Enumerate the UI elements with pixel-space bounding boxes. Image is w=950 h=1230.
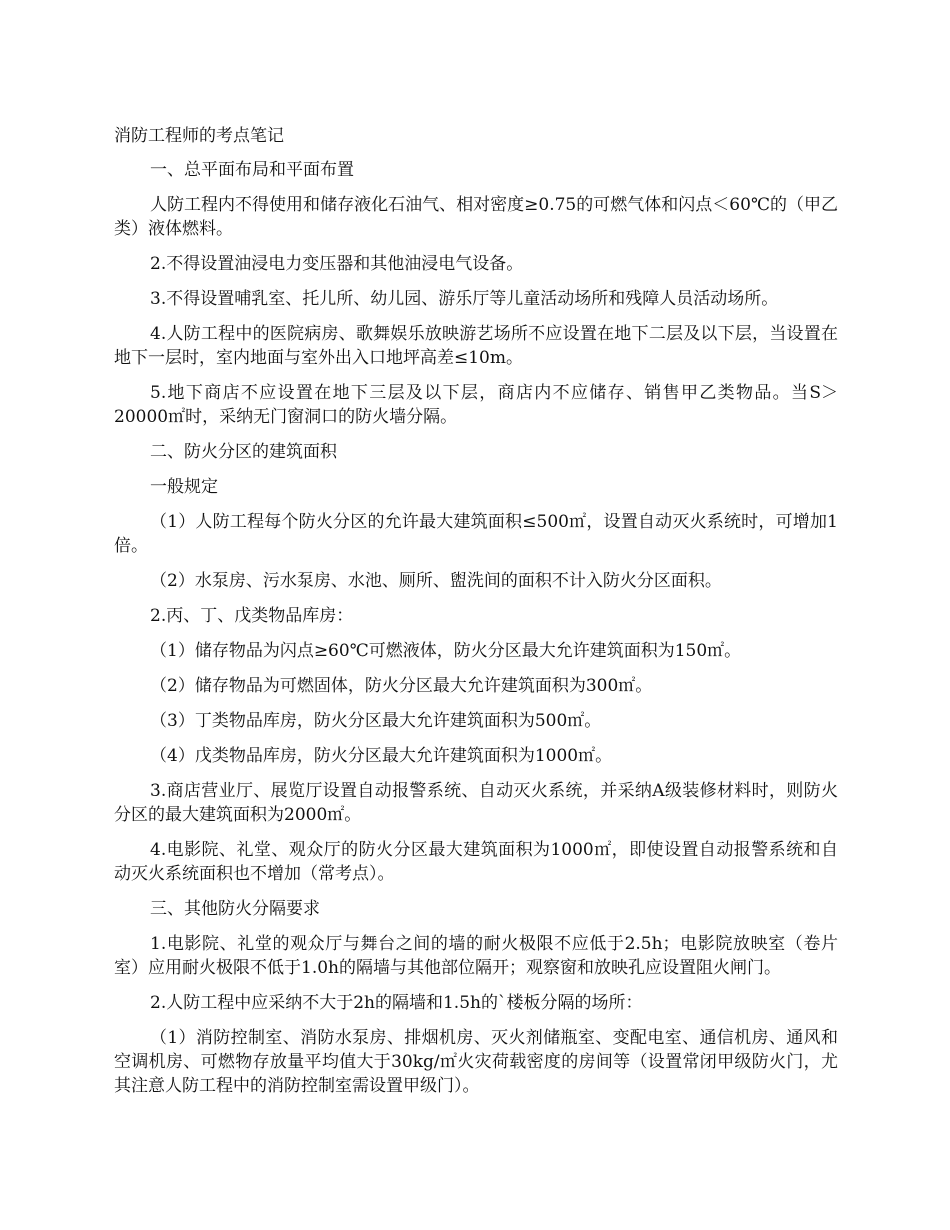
paragraph: （3）丁类物品库房，防火分区最大允许建筑面积为500㎡。 [150,711,602,731]
paragraph: 4.人防工程中的医院病房、歌舞娱乐放映游艺场所不应设置在地下二层及以下层，当设置在地下一层时，室内地面与室外出入口地坪高差≤10m。 [114,324,838,368]
paragraph: （1）储存物品为闪点≥60℃可燃液体，防火分区最大允许建筑面积为150㎡。 [150,641,742,661]
paragraph: （1）人防工程每个防火分区的允许最大建筑面积≤500㎡，设置自动灭火系统时，可增加1倍。 [114,512,838,556]
subsection-heading: 一般规定 [150,477,218,497]
paragraph: 2.人防工程中应采纳不大于2h的隔墙和1.5h的`楼板分隔的场所： [150,993,643,1013]
paragraph: （2）储存物品为可燃固体，防火分区最大允许建筑面积为300㎡。 [150,676,653,696]
paragraph: 人防工程内不得使用和储存液化石油气、相对密度≥0.75的可燃气体和闪点＜60℃的（甲乙类）液体燃料。 [114,195,838,239]
section-heading: 一、总平面布局和平面布置 [150,160,354,180]
paragraph: 2.丙、丁、戊类物品库房： [150,606,354,626]
section-heading: 三、其他防火分隔要求 [150,899,320,919]
paragraph: 4.电影院、礼堂、观众厅的防火分区最大建筑面积为1000㎡，即使设置自动报警系统和自动灭火系统面积也不增加（常考点）。 [114,840,838,884]
paragraph: 2.不得设置油浸电力变压器和其他油浸电气设备。 [150,254,524,274]
paragraph: 3.商店营业厅、展览厅设置自动报警系统、自动灭火系统，并采纳A级装修材料时，则防火分区的最大建筑面积为2000㎡。 [114,781,838,825]
paragraph: 1.电影院、礼堂的观众厅与舞台之间的墙的耐火极限不应低于2.5h；电影院放映室（卷片室）应用耐火极限不低于1.0h的隔墙与其他部位隔开；观察窗和放映孔应设置阻火闸门。 [114,934,838,978]
paragraph: 5.地下商店不应设置在地下三层及以下层，商店内不应储存、销售甲乙类物品。当S＞20000㎡时，采纳无门窗洞口的防火墙分隔。 [114,383,838,427]
paragraph: 3.不得设置哺乳室、托儿所、幼儿园、游乐厅等儿童活动场所和残障人员活动场所。 [150,289,779,309]
paragraph: （4）戊类物品库房，防火分区最大允许建筑面积为1000㎡。 [150,746,613,766]
document-page [114,124,838,1109]
document-title: 消防工程师的考点笔记 [114,126,284,146]
section-heading: 二、防火分区的建筑面积 [150,442,337,462]
paragraph: （2）水泵房、污水泵房、水池、厕所、盥洗间的面积不计入防火分区面积。 [150,571,722,591]
paragraph: （1）消防控制室、消防水泵房、排烟机房、灭火剂储瓶室、变配电室、通信机房、通风和空调机房、可燃物存放量平均值大于30kg/㎡火灾荷载密度的房间等（设置常闭甲级防火门，尤其注意人防工程中的消防控制室需设置甲级门）。 [114,1028,838,1096]
